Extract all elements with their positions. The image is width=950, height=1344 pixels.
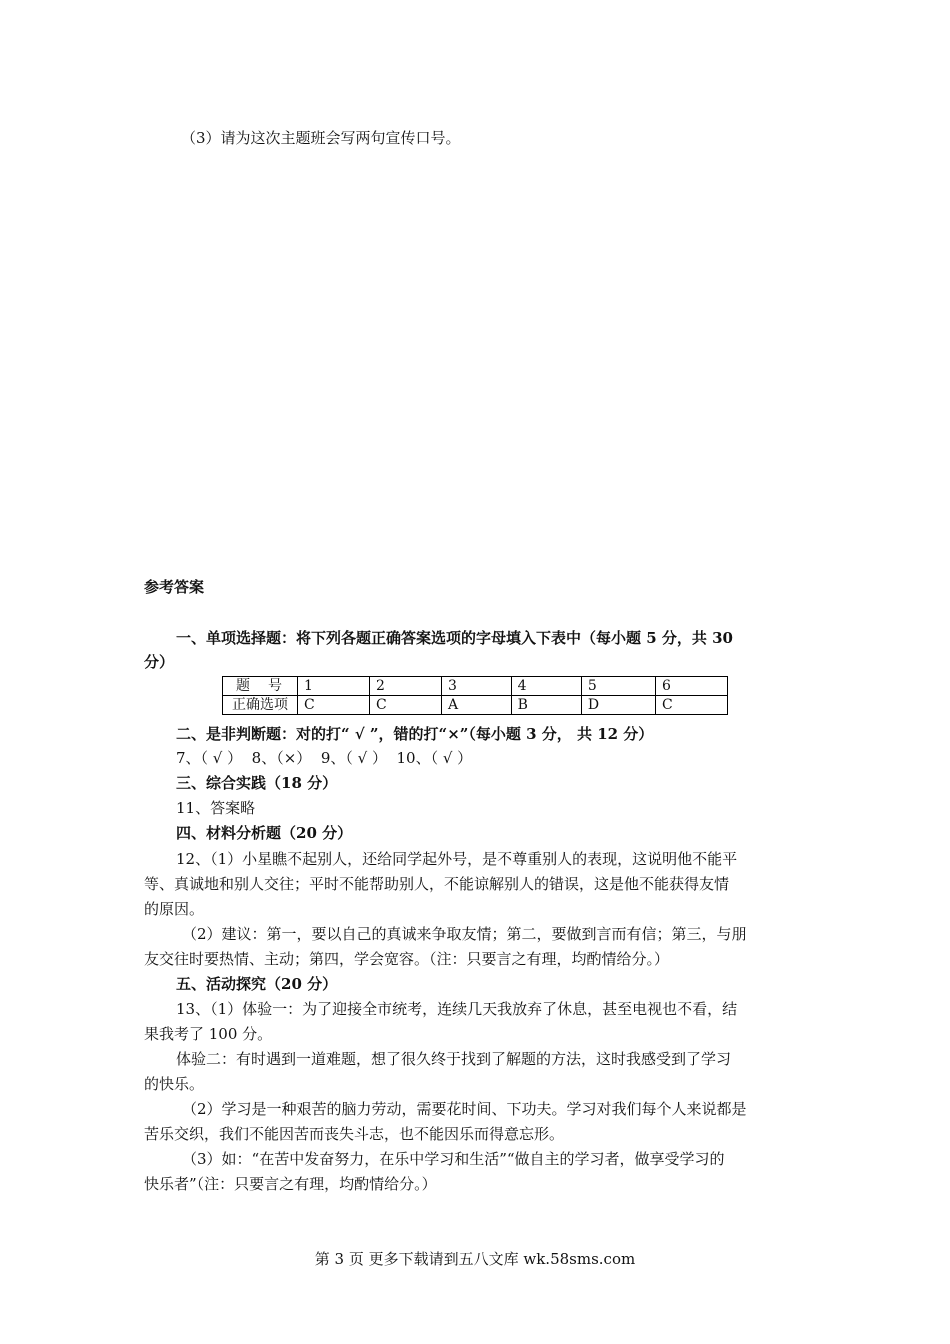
answers-heading: 参考答案 [144, 578, 205, 596]
answer-table [222, 676, 728, 715]
table-cell: B [511, 696, 581, 715]
table-cell: A [442, 696, 512, 715]
section5-p2-line1: 体验二：有时遇到一道难题，想了很久终于找到了解题的方法，这时我感受到了学习 [176, 1050, 732, 1068]
section4-title: 四、材料分析题（20 分） [176, 824, 353, 842]
section1-title-line1: 一、单项选择题：将下列各题正确答案选项的字母填入下表中（每小题 5 分，共 30 [176, 629, 733, 647]
table-header-option: 正确选项 [223, 696, 298, 715]
page-footer: 第 3 页 更多下载请到五八文库 wk.58sms.com [314, 1250, 636, 1268]
table-cell: C [655, 696, 727, 715]
table-row [223, 677, 728, 696]
table-header-number: 题 号 [223, 677, 298, 696]
section3-title: 三、综合实践（18 分） [176, 774, 338, 792]
section5-p4-line1: （3）如：“在苦中发奋努力，在乐中学习和生活”“做自主的学习者，做享受学习的 [182, 1150, 725, 1168]
table-cell: D [581, 696, 655, 715]
table-cell: C [370, 696, 442, 715]
section4-p2-line1: （2）建议：第一，要以自己的真诚来争取友情；第二，要做到言而有信；第三，与朋 [182, 925, 747, 943]
section5-p2-line2: 的快乐。 [144, 1075, 205, 1093]
section3-answer: 11、答案略 [176, 799, 256, 817]
section5-p1-line2: 果我考了 100 分。 [144, 1025, 273, 1043]
question-3-prompt: （3）请为这次主题班会写两句宣传口号。 [181, 129, 461, 147]
table-cell: C [298, 696, 370, 715]
table-row [223, 696, 728, 715]
section5-p4-line2: 快乐者”（注：只要言之有理，均酌情给分。） [144, 1175, 437, 1193]
section2-answers: 7、（ √ ） 8、（×） 9、（ √ ） 10、（ √ ） [176, 749, 473, 767]
table-cell: 1 [298, 677, 370, 696]
table-cell: 4 [511, 677, 581, 696]
table-cell: 6 [655, 677, 727, 696]
table-cell: 3 [442, 677, 512, 696]
table-cell: 5 [581, 677, 655, 696]
section5-p3-line2: 苦乐交织，我们不能因苦而丧失斗志，也不能因乐而得意忘形。 [144, 1125, 565, 1143]
section5-title: 五、活动探究（20 分） [176, 975, 338, 993]
section1-title-line2: 分） [144, 653, 175, 671]
table-cell: 2 [370, 677, 442, 696]
section4-p1-line1: 12、（1）小星瞧不起别人，还给同学起外号，是不尊重别人的表现，这说明他不能平 [176, 850, 738, 868]
section4-p1-line3: 的原因。 [144, 900, 205, 918]
section2-title: 二、是非判断题：对的打“ √ ”，错的打“×”（每小题 3 分， 共 12 分） [176, 725, 654, 743]
section4-p1-line2: 等、真诚地和别人交往；平时不能帮助别人，不能谅解别人的错误，这是他不能获得友情 [144, 875, 730, 893]
section4-p2-line2: 友交往时要热情、主动；第四，学会宽容。（注：只要言之有理，均酌情给分。） [144, 950, 670, 968]
section5-p3-line1: （2）学习是一种艰苦的脑力劳动，需要花时间、下功夫。学习对我们每个人来说都是 [182, 1100, 747, 1118]
section5-p1-line1: 13、（1）体验一：为了迎接全市统考，连续几天我放弃了休息，甚至电视也不看，结 [176, 1000, 738, 1018]
